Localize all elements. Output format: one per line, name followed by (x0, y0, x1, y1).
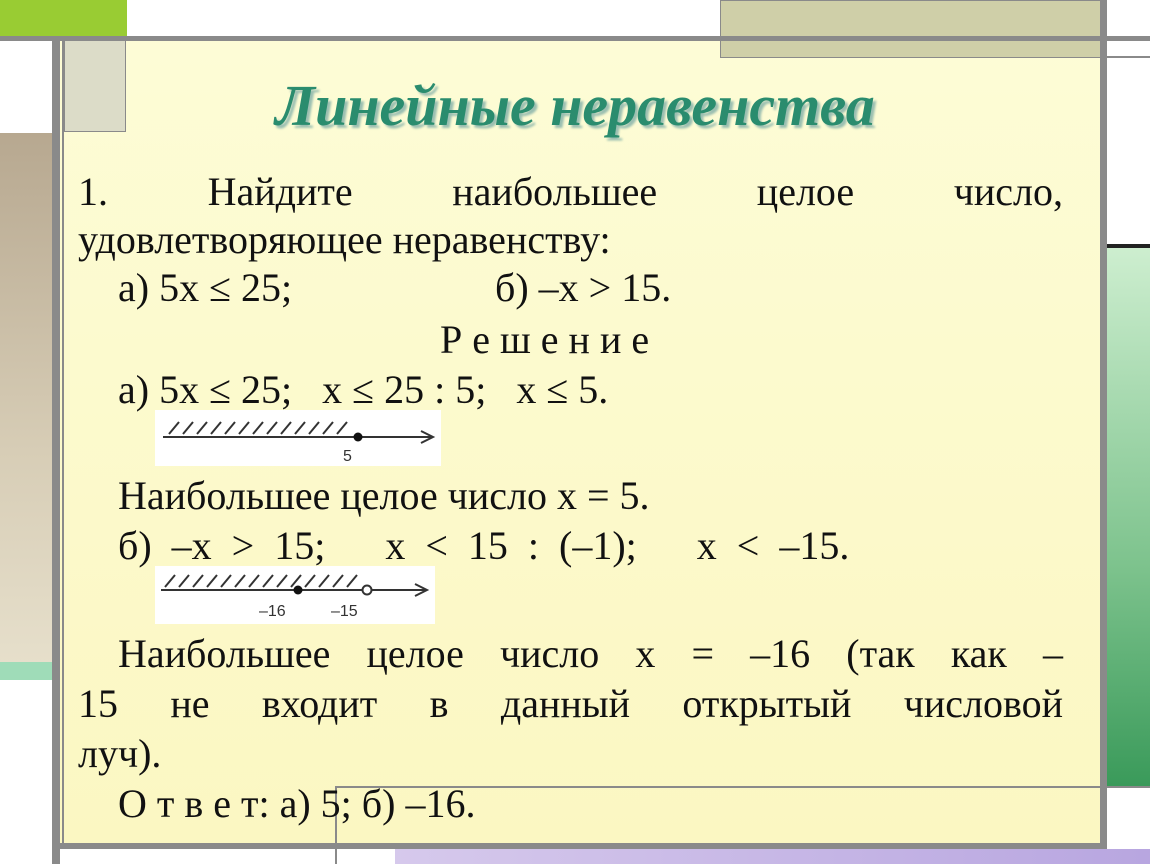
decor-left-inner-line (62, 38, 64, 846)
part-b-conclusion-3: луч). (78, 731, 162, 776)
number-line-b-label-1: –16 (259, 603, 286, 620)
slide-title: Линейные неравенства (275, 73, 875, 138)
number-line-a-label: 5 (343, 448, 352, 465)
part-b-equation: б) –x > 15; x < 15 : (–1); x < –15. (118, 523, 850, 568)
decor-left-brown (0, 133, 52, 663)
decor-top-line (0, 36, 1150, 41)
task-line-3b: б) –x > 15. (495, 265, 672, 310)
open-point (363, 586, 372, 595)
decor-green-bar (0, 0, 127, 38)
number-line-a (155, 410, 441, 466)
decor-left-line (52, 38, 60, 864)
task-line-3a: а) 5x ≤ 25; (118, 265, 293, 310)
decor-right-green (1107, 248, 1150, 786)
part-b-conclusion-1: Наибольшее целое число x = –16 (так как – (118, 631, 1063, 676)
part-b-conclusion-2: 15 не входит в данный открытый числовой (78, 681, 1063, 726)
task-line-1: 1. Найдите наибольшее целое число, (78, 169, 1063, 214)
number-line-b (155, 566, 435, 624)
task-line-2: удовлетворяющее неравенству: (78, 217, 611, 262)
answer: О т в е т: а) 5; б) –16. (118, 781, 476, 826)
closed-point (294, 586, 303, 595)
number-line-b-label-2: –15 (331, 603, 358, 620)
decor-beige-block (720, 0, 1103, 58)
solution-heading: Р е ш е н и е (440, 317, 650, 362)
decor-right-thin-1 (1107, 38, 1150, 40)
part-a-equation: а) 5x ≤ 25; x ≤ 25 : 5; x ≤ 5. (118, 367, 609, 412)
closed-point (354, 433, 363, 442)
decor-bottom-gradient (395, 849, 1150, 864)
decor-left-mint (0, 662, 52, 680)
part-a-conclusion: Наибольшее целое число x = 5. (118, 473, 650, 518)
decor-right-thin-2 (1107, 56, 1150, 58)
